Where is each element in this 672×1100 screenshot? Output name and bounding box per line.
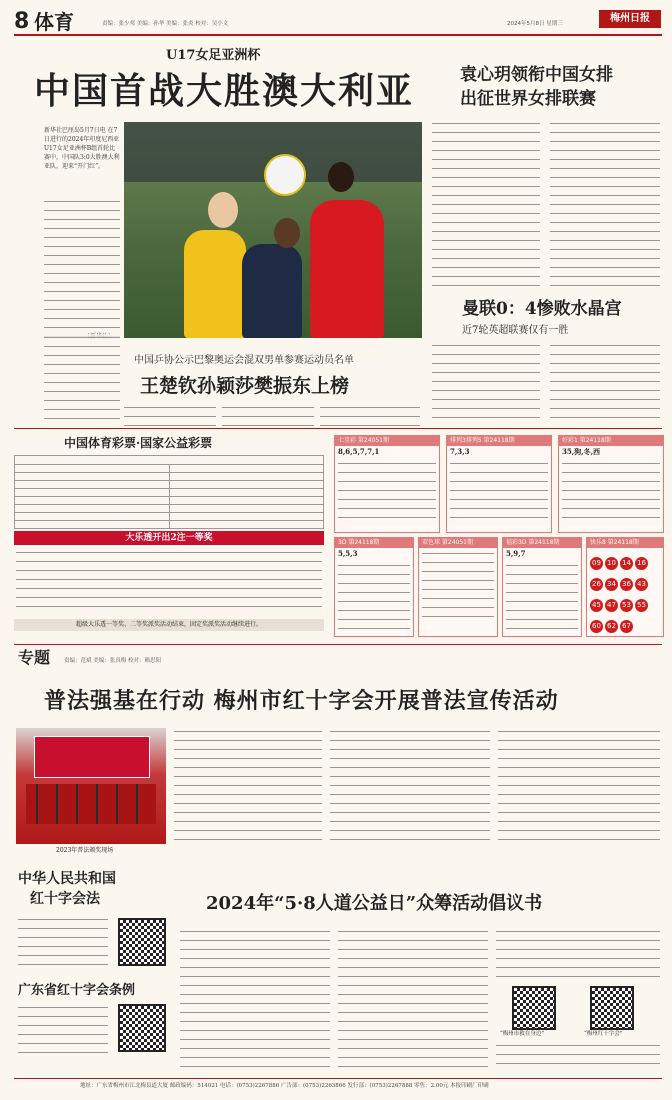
law-body bbox=[18, 916, 108, 972]
lottery-box bbox=[502, 537, 582, 637]
lottery-numbers: 8,6,5,7,7,1 bbox=[338, 447, 380, 456]
story-headline-line1: 袁心玥领衔中国女排 bbox=[460, 65, 613, 85]
lottery-box bbox=[418, 537, 498, 637]
law-title-line2: 红十字会法 bbox=[30, 891, 100, 907]
lottery-table bbox=[14, 455, 324, 529]
keno-ball: 60 bbox=[590, 620, 603, 633]
lottery-box bbox=[446, 435, 552, 533]
masthead-date: 2024年5月8日 星期三 bbox=[507, 21, 563, 27]
story-body-col1 bbox=[432, 120, 540, 290]
paper-logo: 梅州日报 bbox=[599, 10, 661, 28]
lottery-banner: 大乐透开出2注一等奖 bbox=[14, 531, 324, 545]
masthead-rule bbox=[14, 34, 662, 36]
initiative-body-col2 bbox=[338, 928, 488, 1072]
lottery-prize-table bbox=[338, 562, 410, 630]
lottery-box bbox=[558, 435, 664, 533]
keno-ball: 16 bbox=[635, 557, 648, 570]
lottery-section bbox=[14, 428, 662, 639]
qr2-caption: “梅州红十字会” bbox=[584, 1031, 623, 1037]
page-number: 8 bbox=[14, 9, 30, 34]
qr1-caption: “梅州市救在身边” bbox=[500, 1031, 545, 1037]
story-kicker: 中国乒协公示巴黎奥运会混双男单参赛运动员名单 bbox=[134, 355, 354, 366]
lottery-prize-table bbox=[450, 460, 548, 526]
qr-code-icon bbox=[590, 986, 634, 1030]
lottery-boxes bbox=[334, 435, 662, 635]
lottery-box-header: 快乐8 第24118期 bbox=[587, 538, 663, 548]
special-body-col1 bbox=[174, 728, 322, 848]
keno-ball: 43 bbox=[635, 578, 648, 591]
story-subhead: 近7轮英超联赛仅有一胜 bbox=[462, 325, 569, 336]
photo-caption: 2023年普法颁奖现场 bbox=[56, 847, 114, 854]
special-body-col2 bbox=[330, 728, 490, 848]
story-headline-line2: 出征世界女排联赛 bbox=[460, 89, 596, 109]
qr-code-icon bbox=[118, 918, 166, 966]
lottery-box-header: 福彩3D 第24118期 bbox=[503, 538, 581, 548]
keno-ball: 55 bbox=[635, 599, 648, 612]
lottery-numbers: 7,3,3 bbox=[450, 447, 470, 456]
lottery-numbers: 5,9,7 bbox=[506, 549, 526, 558]
story-pingpong bbox=[14, 342, 424, 424]
footer-rule bbox=[14, 1078, 662, 1079]
initiative-body-col3 bbox=[496, 928, 660, 978]
special-header bbox=[14, 648, 662, 670]
story-body bbox=[44, 198, 120, 342]
section-name: 体育 bbox=[34, 10, 74, 34]
lottery-numbers: 5,5,3 bbox=[338, 549, 358, 558]
story-body-col2 bbox=[222, 404, 314, 426]
lottery-news bbox=[16, 549, 322, 615]
special-body-col3 bbox=[498, 728, 660, 848]
event-photo bbox=[16, 728, 166, 844]
initiative-body-col1 bbox=[180, 928, 330, 1072]
keno-numbers bbox=[589, 550, 661, 634]
special-label: 专题 bbox=[18, 648, 51, 667]
footer-info: 地址：广东省梅州市江北梅县道大厦 邮政编码：514021 电话：(0753)2267886 广告部：(0753)2263866 发行部：(0753)2267888 零售：2.00元 本报印刷厂印刷 bbox=[80, 1083, 489, 1089]
lottery-box-header: 好彩1 第24118期 bbox=[559, 436, 663, 446]
lottery-box-header: 七星彩 第24051期 bbox=[335, 436, 439, 446]
story-body-col3 bbox=[320, 404, 420, 426]
qr-code-icon bbox=[512, 986, 556, 1030]
story-body-col2 bbox=[550, 120, 660, 290]
keno-ball: 09 bbox=[590, 557, 603, 570]
football-icon bbox=[264, 154, 306, 196]
story-volleyball bbox=[432, 40, 662, 290]
special-rule bbox=[14, 644, 662, 645]
masthead-editors: 责编：张少邦 美编：孙华 美编：张炎 校对：吴小文 bbox=[102, 21, 229, 27]
lottery-box-header: 双色球 第24051期 bbox=[419, 538, 497, 548]
keno-ball: 10 bbox=[605, 557, 618, 570]
lottery-title: 中国体育彩票·国家公益彩票 bbox=[64, 436, 213, 450]
law-box bbox=[14, 862, 170, 1072]
initiative-body-col3b bbox=[496, 1042, 660, 1072]
initiative-headline: 2024年“5·8人道公益日”众筹活动倡议书 bbox=[206, 893, 543, 914]
lottery-numbers: 35,狗,冬,西 bbox=[562, 447, 601, 456]
qr-code-icon bbox=[118, 1004, 166, 1052]
special-editors: 责编：范斌 美编：张真梅 校对：赖思阳 bbox=[64, 658, 161, 664]
story-manutd bbox=[432, 292, 662, 422]
law-subtitle: 广东省红十字会条例 bbox=[18, 983, 136, 998]
lottery-prize-table bbox=[506, 562, 578, 630]
keno-ball: 62 bbox=[605, 620, 618, 633]
lottery-box bbox=[334, 435, 440, 533]
story-body-col1 bbox=[124, 404, 216, 426]
keno-ball: 26 bbox=[590, 578, 603, 591]
lottery-box-header: 3D 第24118期 bbox=[335, 538, 413, 548]
keno-ball: 45 bbox=[590, 599, 603, 612]
story-u17 bbox=[14, 40, 424, 340]
keno-ball: 34 bbox=[605, 578, 618, 591]
lottery-footer-note: 超级大乐透一等奖、二等奖派奖活动结束，固定奖派奖活动继续进行。 bbox=[14, 619, 324, 631]
lottery-box bbox=[586, 537, 664, 637]
keno-ball: 67 bbox=[620, 620, 633, 633]
story-left-col bbox=[44, 334, 120, 422]
keno-ball: 47 bbox=[605, 599, 618, 612]
story-body-col2 bbox=[550, 342, 660, 422]
law-sub-body bbox=[18, 1004, 108, 1054]
story-lead: 新华社巴厘岛5月7日电 在7日进行的2024年印度尼西亚U17女足亚洲杯B组首轮比赛中，中国队3:0大胜澳大利亚队，迎来“开门红”。 bbox=[44, 127, 120, 170]
lottery-box-header: 排列3排列5 第24118期 bbox=[447, 436, 551, 446]
lottery-box bbox=[334, 537, 414, 637]
lottery-prize-table bbox=[338, 460, 436, 526]
story-headline: 王楚钦孙颖莎樊振东上榜 bbox=[140, 375, 350, 397]
story-body-col1 bbox=[432, 342, 540, 422]
keno-ball: 14 bbox=[620, 557, 633, 570]
story-headline: 中国首战大胜澳大利亚 bbox=[34, 71, 415, 112]
story-headline: 曼联0：4惨败水晶宫 bbox=[462, 299, 622, 319]
lottery-prize-table bbox=[562, 460, 660, 526]
special-headline: 普法强基在行动 梅州市红十字会开展普法宣传活动 bbox=[44, 689, 559, 714]
keno-ball: 36 bbox=[620, 578, 633, 591]
masthead bbox=[14, 10, 662, 34]
football-match-photo bbox=[124, 122, 422, 338]
law-title-line1: 中华人民共和国 bbox=[18, 871, 116, 887]
lottery-prize-table bbox=[422, 550, 494, 618]
keno-ball: 53 bbox=[620, 599, 633, 612]
story-kicker: U17女足亚洲杯 bbox=[166, 48, 261, 63]
